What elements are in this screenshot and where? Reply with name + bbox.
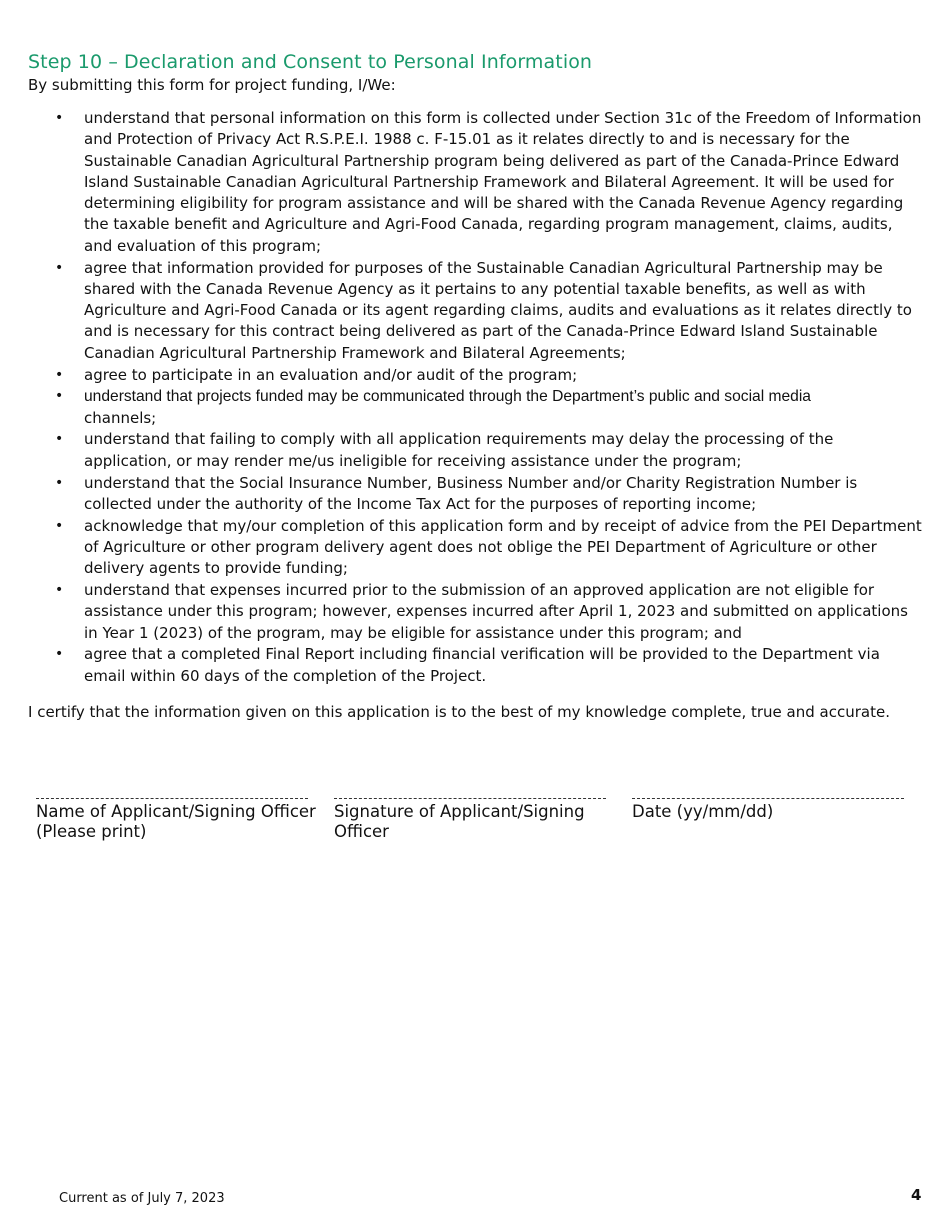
intro-text: By submitting this form for project funding, I/We: xyxy=(28,76,396,94)
signature-entry-line[interactable] xyxy=(334,784,606,799)
list-item-text: understand that projects funded may be communicated through the Department’s public and social media xyxy=(84,388,811,406)
name-signature-field[interactable] xyxy=(36,784,321,841)
footer-date-note: Current as of July 7, 2023 xyxy=(59,1191,225,1206)
name-label: Name of Applicant/Signing Officer xyxy=(36,802,316,821)
list-item-text: agree to participate in an evaluation and/or audit of the program; xyxy=(84,365,578,384)
list-item-text: understand that expenses incurred prior to the submission of an approved application are not eligible for assistance under this program; however, expenses incurred after April 1, 2023 and submitted on applications in Year 1 (2023) of the program, may be eligible for assistance under this program; and xyxy=(84,581,908,642)
bullet-icon: • xyxy=(55,366,64,383)
bullet-icon: • xyxy=(55,259,64,276)
list-item xyxy=(28,429,923,472)
list-item-text: agree that information provided for purposes of the Sustainable Canadian Agricultural Partnership may be shared with the Canada Revenue Agency as it pertains to any potential taxable benefits, as well as with Agriculture and Agri-Food Canada or its agent regarding claims, audits and evaluations as it relates directly to and is necessary for this contract being delivered as part of the Canada-Prince Edward Island Sustainable Canadian Agricultural Partnership Framework and Bilateral Agreements; xyxy=(84,258,912,362)
bullet-icon: • xyxy=(55,646,64,663)
list-item-text: agree that a completed Final Report including financial verification will be provided to the Department via email within 60 days of the completion of the Project. xyxy=(84,645,880,685)
name-label-note: (Please print) xyxy=(36,821,147,841)
list-item xyxy=(28,258,923,364)
list-item-text-continued: channels; xyxy=(84,408,157,427)
list-item-text: understand that personal information on this form is collected under Section 31c of the Freedom of Information and Protection of Privacy Act R.S.P.E.I. 1988 c. F-15.01 as it relates directly to and is necessary for the Sustainable Canadian Agricultural Partnership program being delivered as part of the Canada-Prince Edward Island Sustainable Canadian Agricultural Partnership Framework and Bilateral Agreement. It will be used for determining eligibility for program assistance and will be shared with the Canada Revenue Agency regarding the taxable benefit and Agriculture and Agri-Food Canada, regarding program management, claims, audits, and evaluation of this program; xyxy=(84,109,922,255)
signature-label: Signature of Applicant/Signing xyxy=(334,802,585,821)
list-item xyxy=(28,473,923,516)
bullet-icon: • xyxy=(55,474,64,491)
signature-field[interactable] xyxy=(334,784,619,841)
date-label: Date (yy/mm/dd) xyxy=(632,802,774,821)
bullet-icon: • xyxy=(55,110,64,126)
certification-statement: I certify that the information given on this application is to the best of my knowledge complete, true and accurate. xyxy=(28,703,890,721)
bullet-icon: • xyxy=(55,517,64,534)
list-item-text: acknowledge that my/our completion of this application form and by receipt of advice from the PEI Department of Agriculture or other program delivery agent does not oblige the PEI Department of Agriculture or other delivery agents to provide funding; xyxy=(84,516,922,578)
list-item xyxy=(28,386,923,429)
page-number: 4 xyxy=(911,1186,922,1204)
bullet-icon: • xyxy=(55,431,64,448)
bullet-icon: • xyxy=(55,388,64,405)
signature-label-continued: Officer xyxy=(334,821,389,841)
list-item xyxy=(28,644,923,687)
list-item-text: understand that failing to comply with all application requirements may delay the processing of the application, or may render me/us ineligible for receiving assistance under the program; xyxy=(84,430,834,470)
list-item xyxy=(28,365,923,386)
list-item xyxy=(28,580,923,644)
list-item xyxy=(28,108,923,257)
date-entry-line[interactable] xyxy=(632,784,904,799)
list-item xyxy=(28,516,923,580)
date-field[interactable] xyxy=(632,784,917,822)
section-heading: Step 10 – Declaration and Consent to Personal Information xyxy=(28,51,593,73)
list-item-text: understand that the Social Insurance Number, Business Number and/or Charity Registration Number is collected under the authority of the Income Tax Act for the purposes of reporting income; xyxy=(84,473,858,513)
name-entry-line[interactable] xyxy=(36,784,308,799)
declaration-list xyxy=(28,108,923,688)
bullet-icon: • xyxy=(55,582,64,599)
